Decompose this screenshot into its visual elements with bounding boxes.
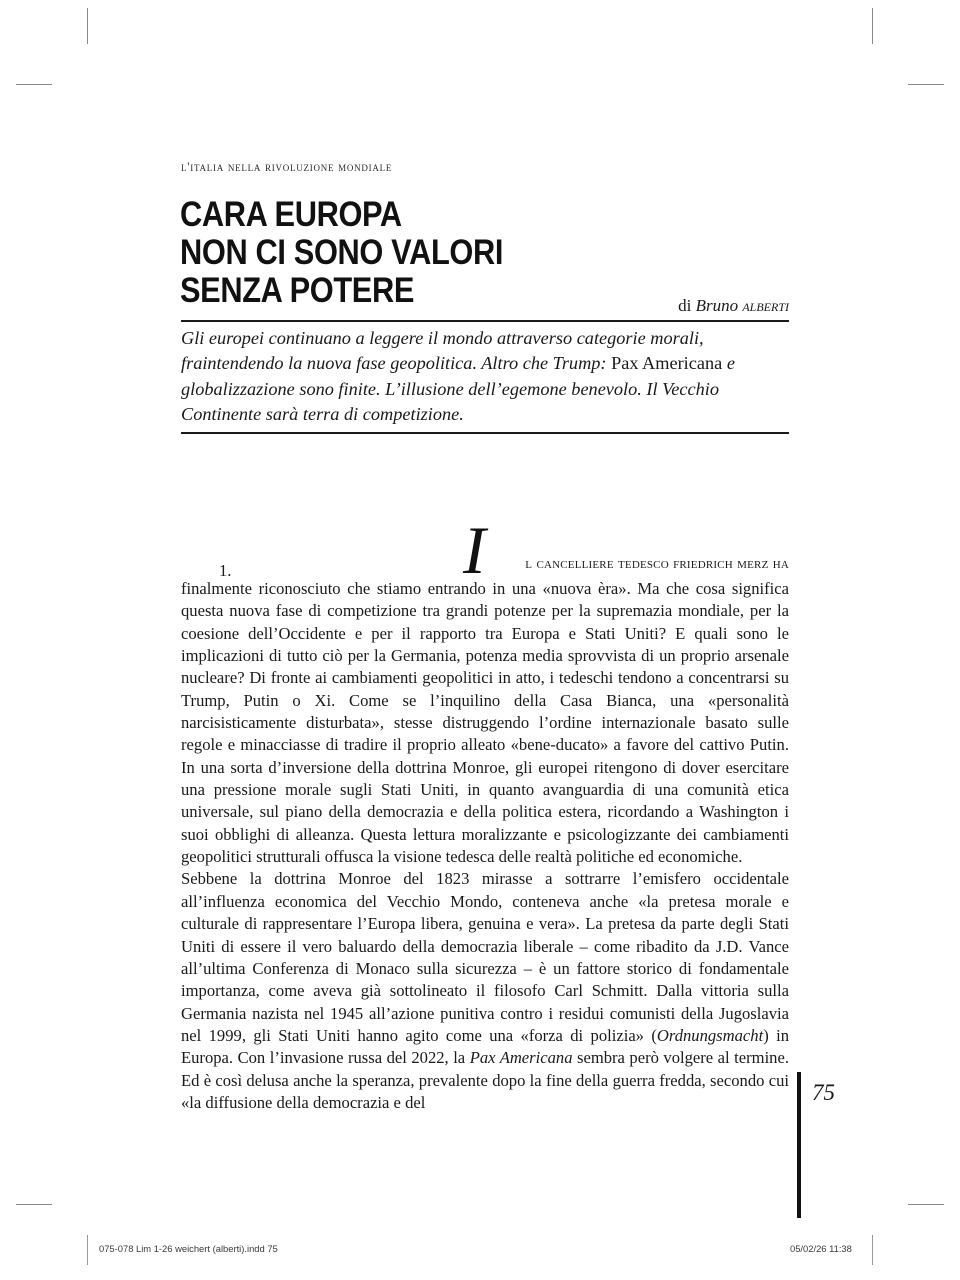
section-kicker: l'italia nella rivoluzione mondiale	[181, 160, 393, 174]
abstract-rule-top	[181, 320, 789, 322]
paragraph-2	[181, 868, 789, 1114]
byline-last-name: alberti	[742, 296, 789, 315]
page-number: 75	[812, 1080, 835, 1105]
crop-mark-top-right-vertical	[872, 8, 873, 44]
paragraph-1-text: finalmente riconosciuto che stiamo entrando in una «nuova èra». Ma che cosa significa questa nuova fase di competizione tra grandi potenze per la supremazia mondiale, per la coesione dell’Occidente e per il rapporto tra Europa e Stati Uniti? E quali sono le implicazioni di tutto ciò per la Germania, potenza media sprovvista di un proprio arsenale nucleare? Di fronte ai cambiamenti geopolitici in atto, i tedeschi tendono a concentrarsi su Trump, Putin o Xi. Come se l’inquilino della Casa Bianca, una «personalità narcisisticamente disturbata», stesse distruggendo l’ordine internazionale basato sulle regole e minacciasse di tradire il proprio alleato «bene-ducato» a favore del cattivo Putin. In una sorta d’inversione della dottrina Monroe, gli europei ritengono di dover esercitare una pressione morale sugli Stati Uniti, in quanto avanguardia di una comunità etica universale, sul piano della democrazia e della politica estera, ricordando a Washington i suoi obblighi di alleanza. Questa lettura moralizzante e psicologizzante dei cambiamenti geopolitici strutturali offusca la visione tedesca delle realtà politiche ed economiche.	[181, 579, 789, 867]
term-ordnungsmacht: Ordnungsmacht	[656, 1025, 764, 1045]
crop-mark-bottom-right-horizontal	[908, 1204, 944, 1205]
headline-line-3: SENZA POTERE	[180, 271, 415, 310]
term-pax-americana: Pax Americana	[469, 1048, 573, 1068]
abstract	[181, 326, 793, 428]
abstract-part-1: Gli europei continuano a leggere il mondo attraverso categorie morali, fraintendendo la nuova fase geopolitica. Altro che Trump:	[181, 328, 704, 374]
paragraph-2-part-b: ) in Europa. Con l’invasione russa del 2022, la	[181, 1025, 789, 1068]
opening-smallcaps-line: l cancelliere tedesco friedrich merz ha	[525, 554, 789, 572]
drop-cap-initial: I	[463, 512, 486, 588]
page-number-rule	[797, 1072, 801, 1218]
abstract-pax-americana: Pax Americana	[611, 353, 723, 374]
slug-rule-left	[87, 1235, 88, 1265]
crop-mark-top-right-horizontal	[908, 84, 944, 85]
abstract-part-3: e globalizzazione sono finite. L’illusione dell’egemone benevolo. Il Vecchio Continente sarà terra di competizione.	[181, 353, 735, 425]
crop-mark-bottom-left-horizontal	[16, 1204, 52, 1205]
page-title	[180, 196, 800, 310]
crop-mark-top-left-vertical	[87, 8, 88, 44]
paragraph-2-part-a: Sebbene la dottrina Monroe del 1823 mirasse a sottrarre l’emisfero occidentale all’influenza economica del Vecchio Mondo, conteneva anche «la pretesa morale e culturale di rappresentare l’Europa libera, genuina e vera». La pretesa da parte degli Stati Uniti di essere il vero baluardo della democrazia liberale – come ribadito da J.D. Vance all’ultima Conferenza di Monaco sulla sicurezza – è un fattore storico di fondamentale importanza, come aveva già sottolineato il filosofo Carl Schmitt. Dalla vittoria sulla Germania nazista nel 1945 all’azione punitiva contro i residui comunisti della Jugoslavia nel 1999, gli Stati Uniti hanno agito come una «forza di polizia» (	[181, 869, 789, 1045]
slug-rule-right	[872, 1235, 873, 1265]
paragraph-2-part-c: sembra però volgere al termine. Ed è così delusa anche la speranza, prevalente dopo la fine della guerra fredda, secondo cui «la diffusione della democrazia e del	[181, 1048, 789, 1112]
footer-file-slug: 075-078 Lim 1-26 weichert (alberti).indd 75	[99, 1243, 278, 1254]
article-body	[181, 512, 789, 1114]
byline-prefix: di	[678, 296, 692, 315]
byline-first-name: Bruno	[695, 296, 739, 315]
footer-timestamp: 05/02/26 11:38	[790, 1243, 852, 1254]
section-number: 1.	[219, 561, 232, 580]
byline	[678, 296, 789, 316]
paragraph-first	[181, 512, 789, 868]
crop-mark-top-left-horizontal	[16, 84, 52, 85]
abstract-rule-bottom	[181, 432, 789, 434]
headline-line-1: CARA EUROPA	[180, 195, 402, 234]
headline-line-2: NON CI SONO VALORI	[180, 233, 504, 272]
